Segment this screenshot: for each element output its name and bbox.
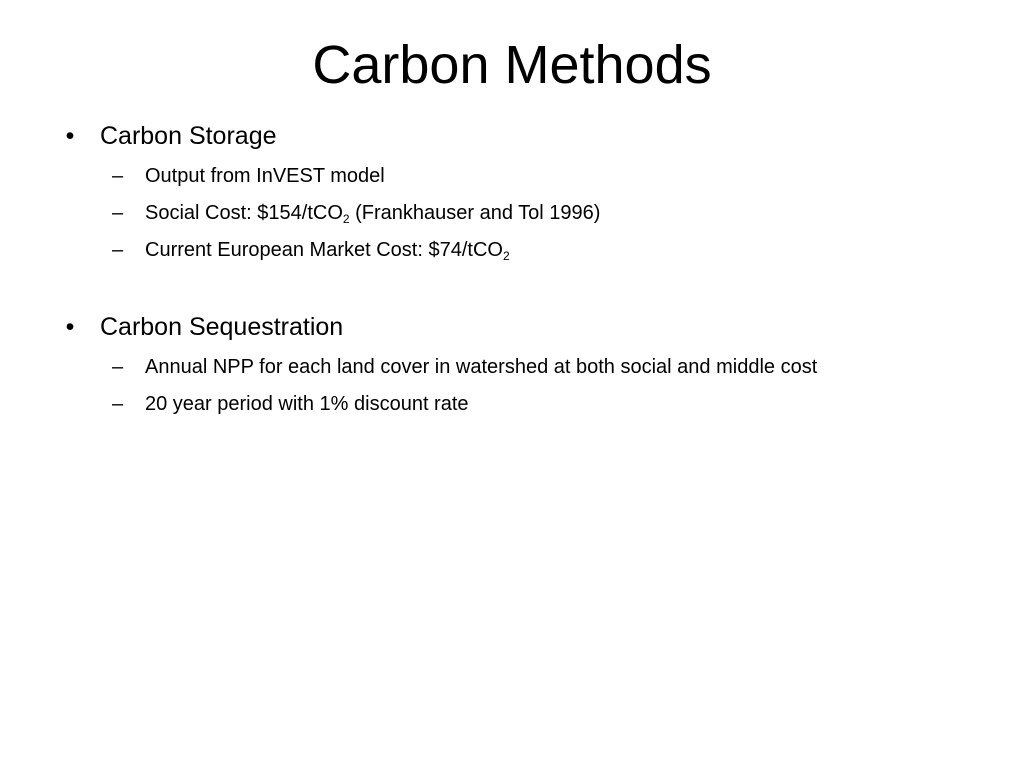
subscript-text: 2	[502, 249, 510, 263]
dash-icon: –	[112, 239, 124, 261]
dash-icon: –	[112, 356, 124, 378]
sub-item	[60, 158, 960, 195]
bullet-item	[60, 118, 960, 154]
section-carbon-sequestration	[60, 309, 960, 423]
sub-item-text: 20 year period with 1% discount rate	[145, 393, 469, 415]
dash-icon: –	[112, 393, 124, 415]
sub-list	[60, 349, 960, 423]
bullet-icon: •	[65, 313, 75, 341]
subscript-text: 2	[342, 212, 350, 226]
sub-item-text: Output from InVEST model	[145, 165, 385, 187]
sub-item-text: Social Cost: $154/tCO	[145, 202, 343, 224]
bullet-icon: •	[65, 122, 75, 150]
sub-item-text: Current European Market Cost: $74/tCO	[145, 239, 503, 261]
slide-body	[60, 118, 960, 423]
sub-list	[60, 158, 960, 269]
slide-title: Carbon Methods	[312, 35, 712, 95]
dash-icon: –	[112, 202, 124, 224]
section-carbon-storage	[60, 118, 960, 269]
sub-item	[60, 232, 960, 269]
sub-item	[60, 349, 960, 386]
sub-item	[60, 195, 960, 232]
bullet-item	[60, 309, 960, 345]
bullet-text: Carbon Storage	[100, 122, 277, 150]
sub-item-text: Annual NPP for each land cover in watershed at both social and middle cost	[145, 356, 818, 378]
bullet-text: Carbon Sequestration	[100, 313, 344, 341]
dash-icon: –	[112, 165, 124, 187]
sub-item-text-suffix: (Frankhauser and Tol 1996)	[349, 202, 601, 224]
sub-item	[60, 386, 960, 423]
